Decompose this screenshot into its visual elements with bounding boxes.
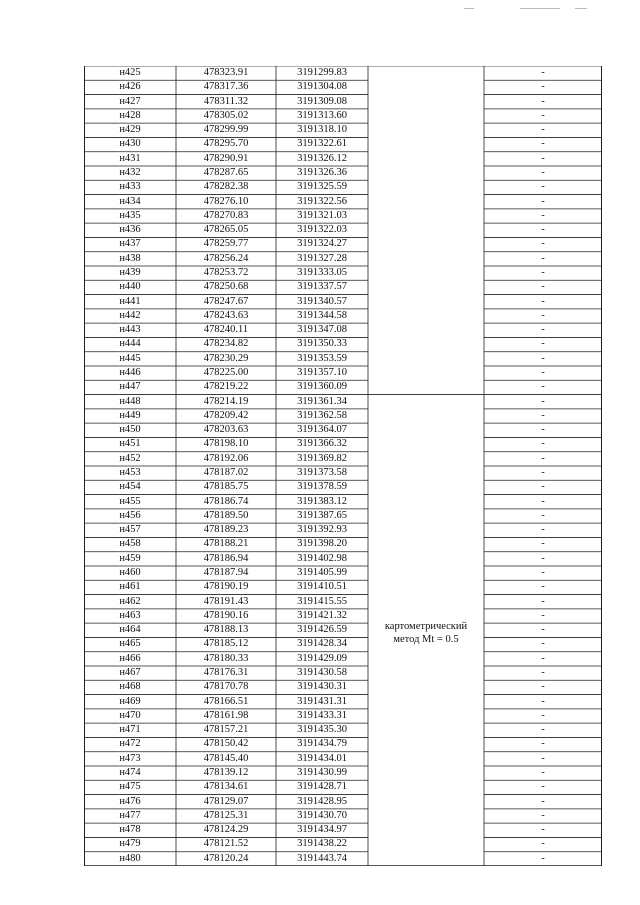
coord-y: 3191347.08: [297, 324, 347, 336]
coord-y: 3191353.59: [297, 352, 347, 364]
mark-cell: -: [541, 481, 545, 493]
mark-cell: -: [541, 138, 545, 150]
coord-y: 3191430.31: [297, 681, 347, 693]
mark-cell: -: [541, 309, 545, 321]
mark-cell: -: [541, 852, 545, 864]
coord-y: 3191322.03: [297, 224, 347, 236]
mark-cell: -: [541, 124, 545, 136]
point-id: н442: [119, 309, 141, 321]
point-id: н436: [119, 224, 141, 236]
coord-y: 3191357.10: [297, 367, 347, 378]
coord-x: 478125.31: [203, 809, 249, 821]
point-id: н426: [119, 81, 141, 93]
mark-cell: -: [541, 495, 545, 507]
point-id: н441: [119, 295, 141, 307]
coord-y: 3191373.58: [297, 467, 347, 478]
scan-artifact: [464, 8, 474, 9]
coord-y: 3191322.61: [297, 138, 347, 150]
mark-cell: -: [541, 81, 545, 93]
mark-cell: -: [541, 252, 545, 264]
point-id: н428: [119, 109, 141, 121]
point-id: н438: [119, 252, 141, 264]
coord-y: 3191337.57: [297, 281, 347, 293]
mark-cell: -: [541, 381, 545, 393]
mark-cell: -: [541, 681, 545, 693]
mark-cell: -: [541, 152, 545, 164]
coord-y: 3191428.71: [297, 781, 347, 793]
coord-y: 3191366.32: [297, 438, 347, 450]
coord-x: 478250.68: [203, 281, 249, 293]
point-id: н478: [119, 824, 141, 836]
coord-x: 478270.83: [203, 209, 249, 221]
coord-x: 478190.16: [203, 609, 249, 621]
point-id: н469: [119, 695, 141, 707]
coord-x: 478276.10: [203, 195, 249, 207]
point-id: н435: [119, 209, 141, 221]
point-id: н440: [119, 281, 141, 293]
point-id: н458: [119, 538, 141, 550]
coord-y: 3191405.99: [297, 567, 347, 578]
coord-x: 478243.63: [203, 309, 249, 321]
coord-y: 3191426.59: [297, 624, 347, 636]
coord-x: 478287.65: [203, 167, 249, 178]
coord-y: 3191433.31: [297, 709, 347, 721]
coord-y: 3191325.59: [297, 181, 347, 193]
mark-cell: -: [541, 438, 545, 450]
coord-y: 3191340.57: [297, 295, 347, 307]
coord-y: 3191304.08: [297, 81, 347, 93]
coord-x: 478166.51: [203, 695, 249, 707]
point-id: н459: [119, 552, 141, 564]
point-id: н462: [119, 595, 141, 607]
mark-cell: -: [541, 295, 545, 307]
coord-x: 478282.38: [203, 181, 249, 193]
point-id: н449: [119, 409, 141, 421]
point-id: н464: [119, 624, 141, 636]
coord-y: 3191321.03: [297, 209, 347, 221]
coord-x: 478256.24: [203, 252, 249, 264]
point-id: н473: [119, 752, 141, 764]
coord-y: 3191344.58: [297, 309, 347, 321]
coord-y: 3191434.01: [297, 752, 347, 764]
point-id: н463: [119, 609, 141, 621]
coord-x: 478161.98: [203, 709, 249, 721]
point-id: н439: [119, 267, 141, 278]
mark-cell: -: [541, 238, 545, 250]
mark-cell: -: [541, 267, 545, 278]
coord-x: 478190.19: [203, 581, 249, 593]
mark-cell: -: [541, 352, 545, 364]
coord-x: 478311.32: [203, 95, 249, 107]
point-id: н443: [119, 324, 141, 336]
mark-cell: -: [541, 552, 545, 564]
mark-cell: -: [541, 95, 545, 107]
coord-y: 3191326.12: [297, 152, 347, 164]
coord-y: 3191326.36: [297, 167, 347, 178]
coord-x: 478176.31: [203, 667, 249, 678]
coord-y: 3191333.05: [297, 267, 347, 278]
point-id: н477: [119, 809, 141, 821]
coord-y: 3191369.82: [297, 452, 347, 464]
point-id: н434: [119, 195, 141, 207]
mark-cell: -: [541, 609, 545, 621]
point-id: н460: [119, 567, 141, 578]
coord-y: 3191431.31: [297, 695, 347, 707]
point-id: н480: [119, 852, 141, 864]
point-id: н427: [119, 95, 141, 107]
coord-y: 3191429.09: [297, 652, 347, 664]
mark-cell: -: [541, 209, 545, 221]
point-id: н448: [119, 395, 141, 407]
mark-cell: -: [541, 195, 545, 207]
coord-y: 3191410.51: [297, 581, 347, 593]
coord-x: 478247.67: [203, 295, 249, 307]
point-id: н451: [119, 438, 141, 450]
coord-x: 478191.43: [203, 595, 249, 607]
coord-x: 478188.13: [203, 624, 249, 636]
mark-cell: -: [541, 709, 545, 721]
mark-cell: -: [541, 167, 545, 178]
mark-cell: -: [541, 581, 545, 593]
point-id: н452: [119, 452, 141, 464]
coord-x: 478170.78: [203, 681, 249, 693]
coord-x: 478253.72: [203, 267, 249, 278]
point-id: н453: [119, 467, 141, 478]
coord-x: 478209.42: [203, 409, 249, 421]
point-id: н429: [119, 124, 141, 136]
coord-x: 478188.21: [203, 538, 249, 550]
mark-cell: -: [541, 667, 545, 678]
mark-cell: -: [541, 752, 545, 764]
point-id: н445: [119, 352, 141, 364]
point-id: н450: [119, 424, 141, 436]
mark-cell: -: [541, 567, 545, 578]
coord-x: 478157.21: [203, 724, 249, 736]
point-id: н479: [119, 838, 141, 850]
point-id: н457: [119, 524, 141, 536]
coord-x: 478121.52: [203, 838, 249, 850]
coord-x: 478214.19: [203, 395, 249, 407]
point-id: н432: [119, 167, 141, 178]
point-id: н470: [119, 709, 141, 721]
mark-cell: -: [541, 338, 545, 350]
coord-x: 478225.00: [203, 367, 249, 378]
coord-x: 478187.02: [203, 467, 249, 478]
coord-y: 3191430.99: [297, 767, 347, 778]
scan-artifact: [520, 8, 560, 9]
point-id: н447: [119, 381, 141, 393]
mark-cell: -: [541, 324, 545, 336]
coord-y: 3191434.79: [297, 738, 347, 750]
coord-x: 478198.10: [203, 438, 249, 450]
coord-x: 478259.77: [203, 238, 249, 250]
point-id: н456: [119, 509, 141, 521]
coord-x: 478187.94: [203, 567, 249, 578]
coord-y: 3191313.60: [297, 109, 347, 121]
point-id: н471: [119, 724, 141, 736]
mark-cell: -: [541, 395, 545, 407]
coord-x: 478317.36: [203, 81, 249, 93]
coord-y: 3191443.74: [297, 852, 347, 864]
mark-cell: -: [541, 838, 545, 850]
coord-x: 478134.61: [203, 781, 249, 793]
coord-y: 3191350.33: [297, 338, 347, 350]
coord-x: 478185.75: [203, 481, 249, 493]
mark-cell: -: [541, 595, 545, 607]
point-id: н454: [119, 481, 141, 493]
coord-x: 478186.74: [203, 495, 249, 507]
coord-y: 3191318.10: [297, 124, 347, 136]
coord-x: 478129.07: [203, 795, 249, 807]
mark-cell: -: [541, 181, 545, 193]
coord-x: 478230.29: [203, 352, 249, 364]
coord-x: 478290.91: [203, 152, 249, 164]
mark-cell: -: [541, 452, 545, 464]
coord-x: 478240.11: [203, 324, 249, 336]
coord-x: 478120.24: [203, 852, 249, 864]
point-id: н433: [119, 181, 141, 193]
coord-x: 478180.33: [203, 652, 249, 664]
coord-y: 3191415.55: [297, 595, 347, 607]
coord-y: 3191327.28: [297, 252, 347, 264]
mark-cell: -: [541, 524, 545, 536]
coord-x: 478124.29: [203, 824, 249, 836]
mark-cell: -: [541, 409, 545, 421]
coord-x: 478185.12: [203, 638, 249, 650]
coord-y: 3191398.20: [297, 538, 347, 550]
mark-cell: -: [541, 67, 545, 78]
mark-cell: -: [541, 638, 545, 650]
mark-cell: -: [541, 109, 545, 121]
mark-cell: -: [541, 367, 545, 378]
mark-cell: -: [541, 467, 545, 478]
point-id: н468: [119, 681, 141, 693]
coord-y: 3191435.30: [297, 724, 347, 736]
coord-x: 478323.91: [203, 67, 249, 78]
coord-y: 3191362.58: [297, 409, 347, 421]
coord-x: 478299.99: [203, 124, 249, 136]
coord-y: 3191309.08: [297, 95, 347, 107]
coord-x: 478189.23: [203, 524, 249, 536]
coord-x: 478265.05: [203, 224, 249, 236]
point-id: н431: [119, 152, 141, 164]
mark-cell: -: [541, 509, 545, 521]
coord-y: 3191428.34: [297, 638, 347, 650]
coord-y: 3191438.22: [297, 838, 347, 850]
point-id: н437: [119, 238, 141, 250]
point-id: н475: [119, 781, 141, 793]
coord-x: 478139.12: [203, 767, 249, 778]
point-id: н446: [119, 367, 141, 378]
coord-y: 3191402.98: [297, 552, 347, 564]
mark-cell: -: [541, 224, 545, 236]
coord-x: 478145.40: [203, 752, 249, 764]
point-id: н466: [119, 652, 141, 664]
point-id: н467: [119, 667, 141, 678]
coord-y: 3191430.58: [297, 667, 347, 678]
mark-cell: -: [541, 424, 545, 436]
coord-y: 3191364.07: [297, 424, 347, 436]
mark-cell: -: [541, 652, 545, 664]
mark-cell: -: [541, 767, 545, 778]
point-id: н465: [119, 638, 141, 650]
coord-y: 3191428.95: [297, 795, 347, 807]
coord-y: 3191392.93: [297, 524, 347, 536]
mark-cell: -: [541, 695, 545, 707]
point-id: н461: [119, 581, 141, 593]
coord-y: 3191434.97: [297, 824, 347, 836]
point-id: н472: [119, 738, 141, 750]
mark-cell: -: [541, 624, 545, 636]
method-note: [370, 620, 482, 646]
coord-x: 478295.70: [203, 138, 249, 150]
coord-x: 478189.50: [203, 509, 249, 521]
coordinates-table: [84, 66, 602, 866]
mark-cell: -: [541, 781, 545, 793]
coord-y: 3191421.32: [297, 609, 347, 621]
method-line-1: картометрический: [384, 621, 468, 632]
coord-x: 478192.06: [203, 452, 249, 464]
coord-y: 3191378.59: [297, 481, 347, 493]
mark-cell: -: [541, 809, 545, 821]
coord-x: 478150.42: [203, 738, 249, 750]
method-line-2: метод Mt = 0.5: [393, 634, 459, 645]
coord-x: 478305.02: [203, 109, 249, 121]
point-id: н430: [119, 138, 141, 150]
coord-y: 3191324.27: [297, 238, 347, 250]
coord-y: 3191430.70: [297, 809, 347, 821]
coord-x: 478219.22: [203, 381, 249, 393]
coord-y: 3191322.56: [297, 195, 347, 207]
point-id: н474: [119, 767, 141, 778]
mark-cell: -: [541, 724, 545, 736]
mark-cell: -: [541, 538, 545, 550]
point-id: н455: [119, 495, 141, 507]
coord-y: 3191383.12: [297, 495, 347, 507]
scan-artifact: [575, 8, 587, 9]
point-id: н444: [119, 338, 141, 350]
coord-x: 478234.82: [203, 338, 249, 350]
mark-cell: -: [541, 824, 545, 836]
coord-y: 3191360.09: [297, 381, 347, 393]
coord-y: 3191361.34: [297, 395, 347, 407]
coord-x: 478203.63: [203, 424, 249, 436]
mark-cell: -: [541, 281, 545, 293]
coord-x: 478186.94: [203, 552, 249, 564]
mark-cell: -: [541, 795, 545, 807]
coord-y: 3191299.83: [297, 67, 347, 78]
coord-y: 3191387.65: [297, 509, 347, 521]
point-id: н425: [119, 67, 141, 78]
mark-cell: -: [541, 738, 545, 750]
point-id: н476: [119, 795, 141, 807]
